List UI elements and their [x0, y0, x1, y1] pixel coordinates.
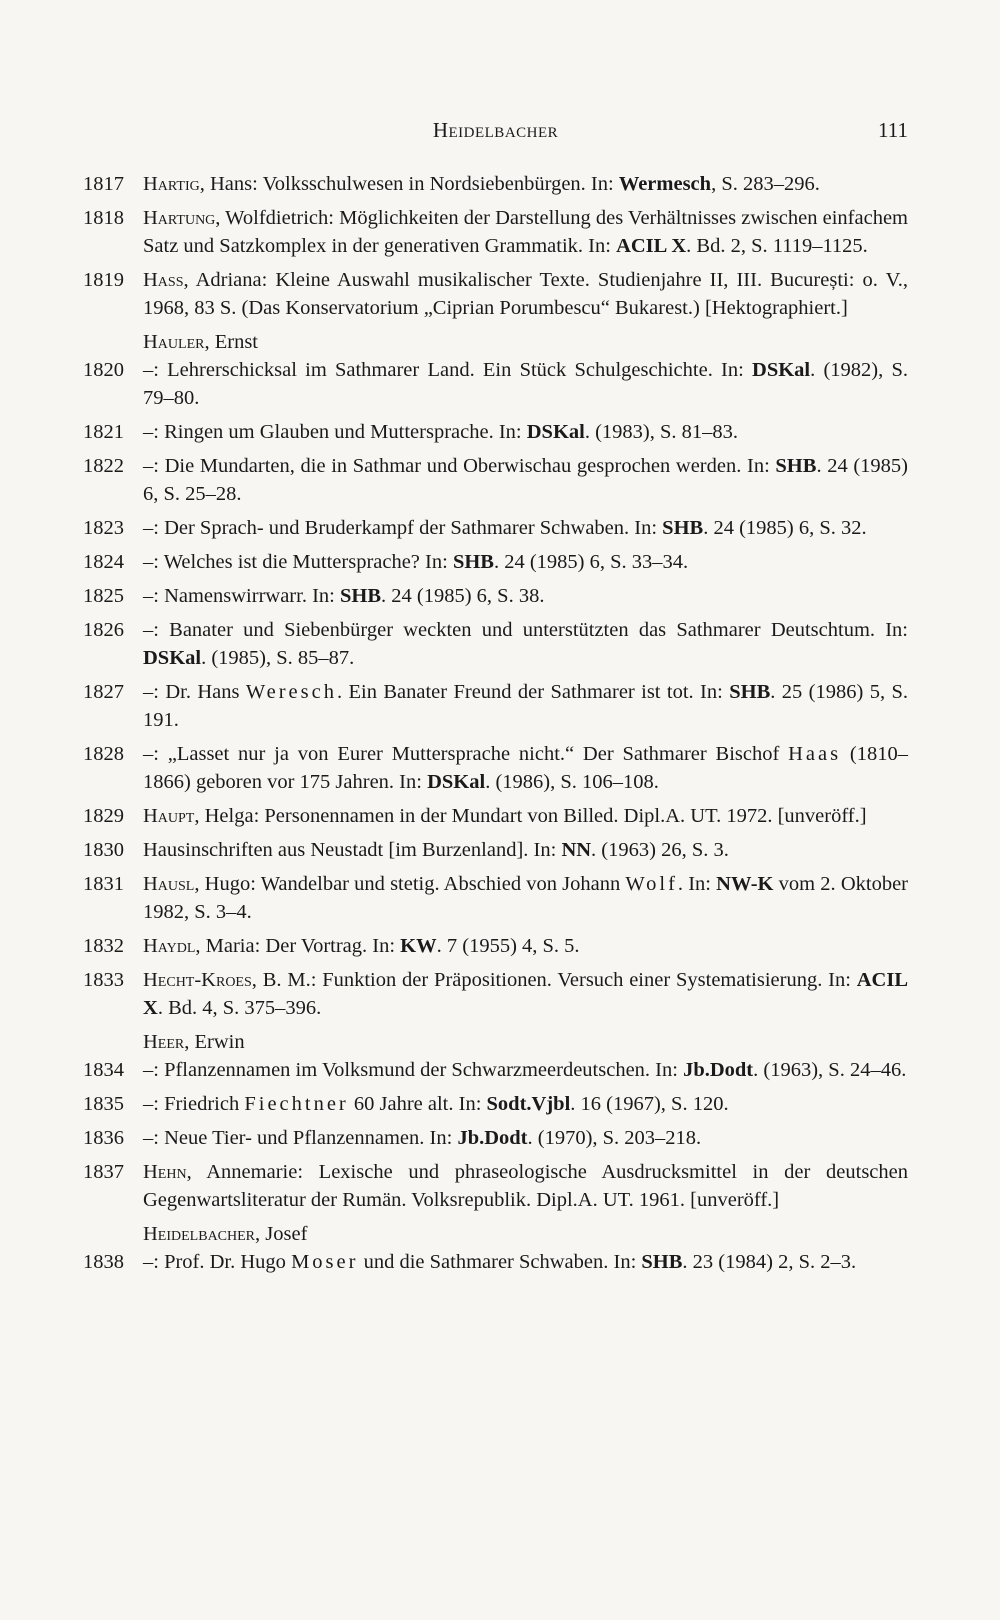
entry-text: , S. 283–296.: [711, 173, 820, 195]
spaced-name: Wolf: [625, 873, 678, 895]
author-name: Heidelbacher: [143, 1223, 256, 1245]
source-abbrev: SHB: [641, 1251, 683, 1273]
author-name: Hartig: [143, 173, 200, 195]
entry-1820: [83, 356, 908, 412]
entry-1821: [83, 418, 908, 446]
entry-text: –: Neue Tier- und Pflanzennamen. In:: [143, 1127, 458, 1149]
author-name: Hausl: [143, 873, 195, 895]
source-abbrev: Sodt.Vjbl: [486, 1093, 571, 1115]
entry-1836: [83, 1124, 908, 1152]
entry-text: . (1982), S. 79–80.: [143, 359, 908, 409]
entry-number: 1835: [83, 1093, 124, 1115]
entry-text: . (1970), S. 203–218.: [527, 1127, 702, 1149]
author-name: Heer: [143, 1031, 185, 1053]
entry-1817: [83, 170, 908, 198]
entry-number: 1821: [83, 421, 124, 443]
entry-number: 1828: [83, 743, 124, 765]
bibliography-list: [83, 170, 908, 1282]
entry-text: . (1983), S. 81–83.: [584, 421, 739, 443]
entry-text: , Maria: Der Vortrag. In:: [195, 935, 401, 957]
author-name: Haupt: [143, 805, 195, 827]
entry-text: . 25 (1986) 5, S. 191.: [143, 681, 908, 731]
source-abbrev: ACIL X: [143, 969, 908, 1019]
entry-number: 1819: [83, 269, 124, 291]
entry-1822: [83, 452, 908, 508]
entry-text: und die Sathmarer Schwaben. In:: [358, 1251, 642, 1273]
entry-1831: [83, 870, 908, 926]
source-abbrev: DSKal: [752, 359, 811, 381]
entry-number: 1831: [83, 873, 124, 895]
entry-1838: [83, 1248, 908, 1276]
source-abbrev: DSKal: [143, 647, 202, 669]
source-abbrev: NN: [561, 839, 592, 861]
entry-number: 1837: [83, 1161, 124, 1183]
entry-text: , Annemarie: Lexische und phraseologische Ausdrucksmittel in der deutschen Gegenwartsliteratur der Rumän. Volksrepublik. Dipl.A. UT. 1961. [unveröff.]: [143, 1161, 908, 1211]
source-abbrev: Wermesch: [618, 173, 712, 195]
entry-text: –: Ringen um Glauben und Muttersprache. In:: [143, 421, 527, 443]
entry-text: , Hugo: Wandelbar und stetig. Abschied von Johann: [194, 873, 626, 895]
author-name: Hauler: [143, 331, 205, 353]
source-abbrev: KW: [400, 935, 437, 957]
entry-1818: [83, 204, 908, 260]
source-abbrev: DSKal: [526, 421, 585, 443]
source-abbrev: SHB: [662, 517, 704, 539]
entry-1837: [83, 1158, 908, 1214]
author-name: Hecht-Kroes: [143, 969, 252, 991]
entry-number: 1823: [83, 517, 124, 539]
running-title: Heidelbacher: [432, 118, 559, 142]
entry-text: –: Die Mundarten, die in Sathmar und Oberwischau gesprochen werden. In:: [143, 455, 776, 477]
entry-number: 1830: [83, 839, 124, 861]
entry-number: 1832: [83, 935, 124, 957]
author-given: , Josef: [255, 1223, 308, 1245]
author-given: , Ernst: [204, 331, 258, 353]
entry-1829: [83, 802, 908, 830]
source-abbrev: SHB: [452, 551, 494, 573]
entry-text: , Hans: Volksschulwesen in Nordsiebenbürgen. In:: [199, 173, 619, 195]
entry-number: 1825: [83, 585, 124, 607]
entry-number: 1818: [83, 207, 124, 229]
running-header: [83, 118, 908, 144]
source-abbrev: ACIL X: [616, 235, 687, 257]
entry-1834: [83, 1056, 908, 1084]
entry-1828: [83, 740, 908, 796]
entry-text: . 24 (1985) 6, S. 25–28.: [143, 455, 908, 505]
entry-text: , Helga: Personennamen in der Mundart von Billed. Dipl.A. UT. 1972. [unveröff.]: [194, 805, 867, 827]
spaced-name: Haas: [788, 743, 842, 765]
entry-text: –: Friedrich: [143, 1093, 245, 1115]
entry-1835: [83, 1090, 908, 1118]
source-abbrev: NW-K: [716, 873, 774, 895]
page-number: 111: [878, 118, 908, 142]
author-heading-hauler: [83, 328, 908, 356]
author-heading-heer: [83, 1028, 908, 1056]
entry-text: , Adriana: Kleine Auswahl musikalischer Texte. Studienjahre II, III. București: o. V., 1968, 83 S. (Das Konservatorium „Ciprian Porumbescu“ Bukarest.) [Hektographiert.]: [143, 269, 908, 319]
entry-number: 1820: [83, 359, 124, 381]
entry-1832: [83, 932, 908, 960]
entry-text: . 24 (1985) 6, S. 33–34.: [493, 551, 689, 573]
entry-text: . 23 (1984) 2, S. 2–3.: [682, 1251, 857, 1273]
author-name: Hartung: [143, 207, 216, 229]
author-name: Hehn: [143, 1161, 187, 1183]
entry-text: . 16 (1967), S. 120.: [570, 1093, 729, 1115]
entry-text: . (1963), S. 24–46.: [753, 1059, 907, 1081]
author-name: Haydl: [143, 935, 196, 957]
entry-text: 60 Jahre alt. In:: [348, 1093, 487, 1115]
entry-text: . Ein Banater Freund der Sathmarer ist tot. In:: [336, 681, 730, 703]
entry-number: 1826: [83, 619, 124, 641]
entry-1819: [83, 266, 908, 322]
entry-number: 1834: [83, 1059, 124, 1081]
entry-number: 1827: [83, 681, 124, 703]
author-given: , Erwin: [184, 1031, 245, 1053]
entry-number: 1824: [83, 551, 124, 573]
entry-text: vom 2. Oktober 1982, S. 3–4.: [143, 873, 908, 923]
entry-text: –: Prof. Dr. Hugo: [143, 1251, 292, 1273]
author-heading-heidelbacher: [83, 1220, 908, 1248]
entry-number: 1817: [83, 173, 124, 195]
entry-text: . In:: [677, 873, 717, 895]
entry-text: , Wolfdietrich: Möglichkeiten der Darstellung des Verhältnisses zwischen einfachem Satz und Satzkomplex in der generativen Grammatik. In:: [143, 207, 908, 257]
entry-text: , B. M.: Funktion der Präpositionen. Versuch einer Systematisierung. In:: [251, 969, 857, 991]
spaced-name: Moser: [291, 1251, 359, 1273]
entry-text: Hausinschriften aus Neustadt [im Burzenland]. In:: [143, 839, 562, 861]
entry-text: –: Dr. Hans: [143, 681, 246, 703]
entry-text: –: Der Sprach- und Bruderkampf der Sathmarer Schwaben. In:: [143, 517, 663, 539]
author-name: Hass: [143, 269, 184, 291]
source-abbrev: SHB: [775, 455, 817, 477]
entry-1830: [83, 836, 908, 864]
entry-number: 1836: [83, 1127, 124, 1149]
entry-text: –: Lehrerschicksal im Sathmarer Land. Ein Stück Schulgeschichte. In:: [143, 359, 753, 381]
entry-number: 1838: [83, 1251, 124, 1273]
source-abbrev: SHB: [729, 681, 771, 703]
entry-text: –: Namenswirrwarr. In:: [143, 585, 340, 607]
entry-text: . 24 (1985) 6, S. 32.: [703, 517, 867, 539]
source-abbrev: SHB: [339, 585, 382, 607]
entry-text: (1810–1866) geboren vor 175 Jahren. In:: [143, 743, 908, 793]
entry-text: . (1986), S. 106–108.: [485, 771, 659, 793]
entry-1833: [83, 966, 908, 1022]
entry-text: . Bd. 2, S. 1119–1125.: [686, 235, 868, 257]
entry-1823: [83, 514, 908, 542]
entry-1825: [83, 582, 908, 610]
entry-number: 1822: [83, 455, 124, 477]
source-abbrev: DSKal: [427, 771, 486, 793]
entry-text: –: Banater und Siebenbürger weckten und unterstützten das Sathmarer Deutschtum. In:: [143, 619, 908, 641]
spaced-name: Weresch: [245, 681, 337, 703]
entry-text: . (1963) 26, S. 3.: [591, 839, 729, 861]
source-abbrev: Jb.Dodt: [683, 1059, 754, 1081]
entry-number: 1833: [83, 969, 124, 991]
entry-text: –: „Lasset nur ja von Eurer Muttersprache nicht.“ Der Sathmarer Bischof: [143, 743, 789, 765]
entry-text: . 7 (1955) 4, S. 5.: [436, 935, 580, 957]
entry-number: 1829: [83, 805, 124, 827]
entry-1826: [83, 616, 908, 672]
entry-text: . (1985), S. 85–87.: [201, 647, 355, 669]
entry-text: . Bd. 4, S. 375–396.: [157, 997, 322, 1019]
spaced-name: Fiechtner: [244, 1093, 349, 1115]
entry-1827: [83, 678, 908, 734]
source-abbrev: Jb.Dodt: [457, 1127, 528, 1149]
entry-text: –: Pflanzennamen im Volksmund der Schwarzmeerdeutschen. In:: [143, 1059, 684, 1081]
entry-text: . 24 (1985) 6, S. 38.: [381, 585, 545, 607]
entry-1824: [83, 548, 908, 576]
entry-text: –: Welches ist die Muttersprache? In:: [143, 551, 453, 573]
